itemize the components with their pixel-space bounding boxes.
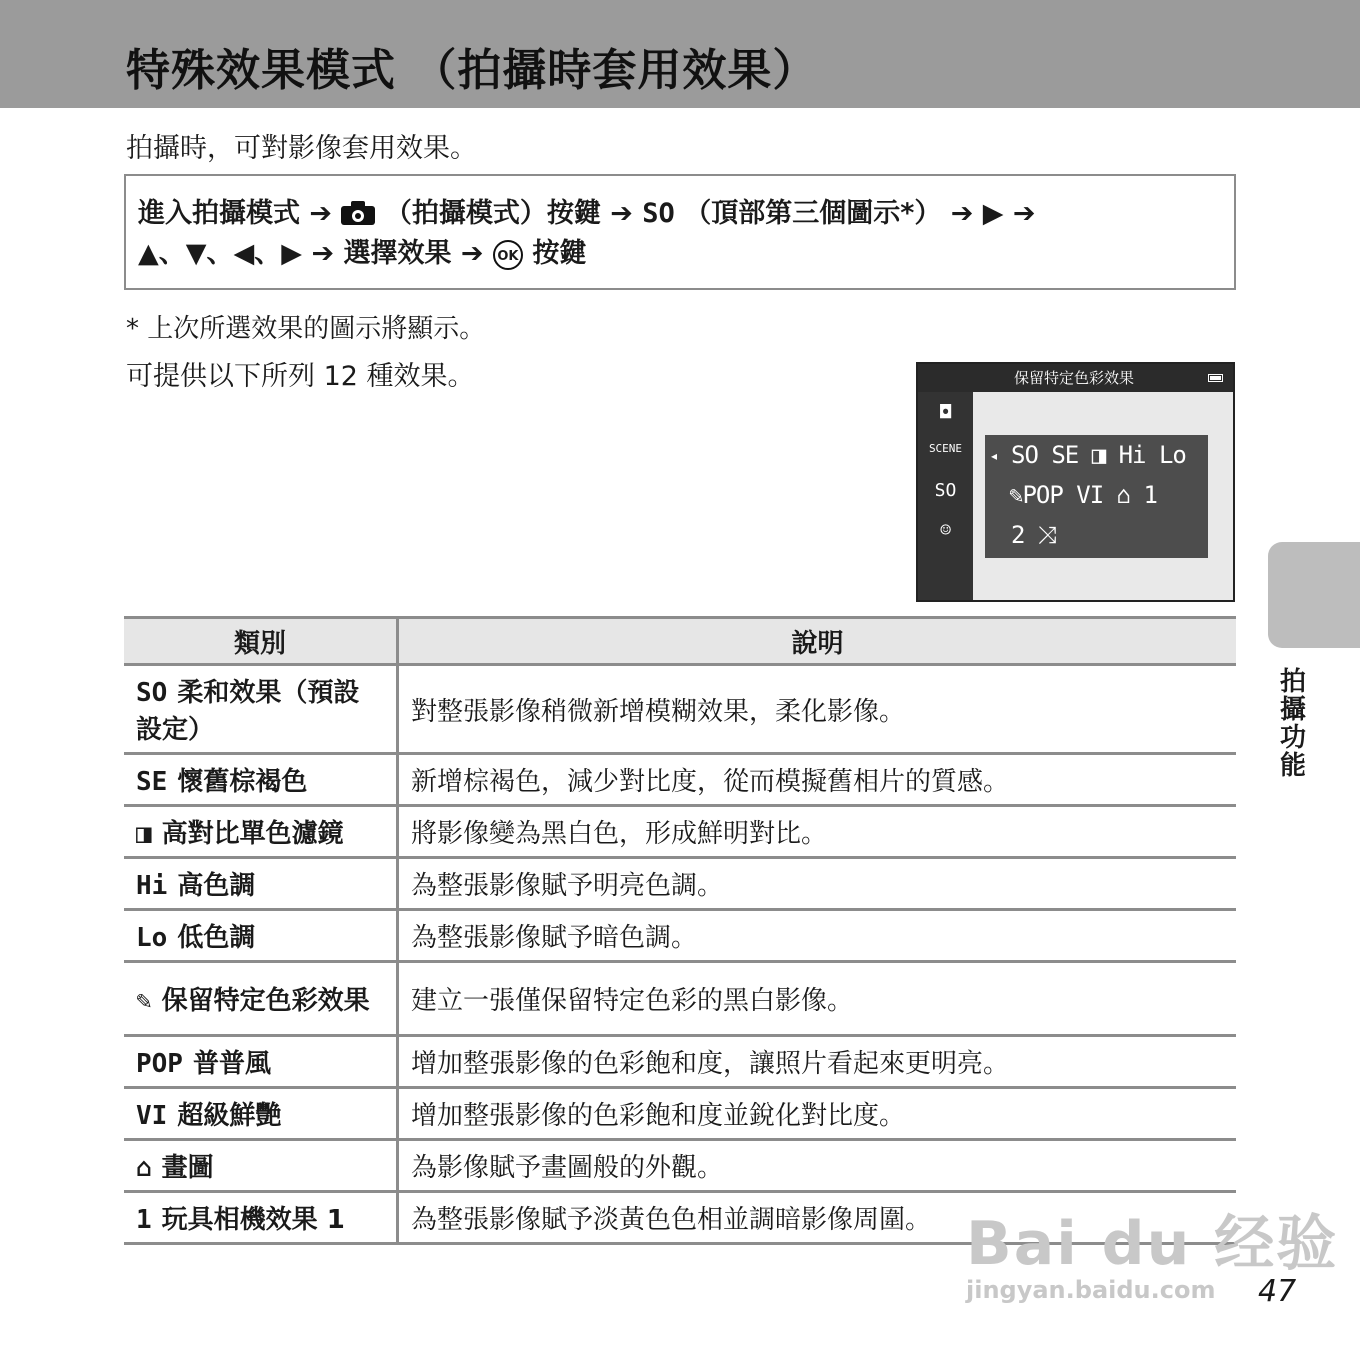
description-cell: 為整張影像賦予淡黃色色相並調暗影像周圍。 [398, 1192, 1237, 1244]
effect-code: ◨ [136, 819, 152, 849]
table-row [124, 1140, 1236, 1192]
header-description: 說明 [398, 618, 1237, 665]
category-cell [124, 806, 398, 858]
category-cell [124, 665, 398, 754]
popup-row-1: SO SE ◨ Hi Lo [1011, 441, 1186, 469]
toy-camera-icon: 1 [136, 1205, 152, 1235]
popup-row-3: 2 ⤨ [1011, 521, 1057, 549]
nav-step-button: （拍攝模式）按鍵 ➔ [384, 198, 633, 229]
effect-name: 畫圖 [161, 1153, 214, 1183]
camera-screen-title: 保留特定色彩效果 [1014, 369, 1135, 387]
effect-name: 玩具相機效果 1 [161, 1205, 345, 1235]
effect-code: VI [136, 1101, 168, 1131]
effect-name: 柔和效果（預設設定） [136, 678, 360, 745]
effect-name: 超級鮮艷 [177, 1101, 282, 1131]
chapter-side-label: 拍攝功能 [1279, 667, 1306, 781]
effect-code: Lo [136, 923, 168, 953]
left-arrow-icon: ◂ [991, 449, 998, 463]
battery-icon [1208, 374, 1223, 382]
effect-name: 保留特定色彩效果 [161, 986, 370, 1016]
side-so-icon: SO [934, 480, 957, 501]
side-scene-icon: SCENE [928, 442, 963, 455]
nav-step-third-icon: （頂部第三個圖示*） ➔ ▶ ➔ [684, 198, 1036, 229]
description-cell: 增加整張影像的色彩飽和度並銳化對比度。 [398, 1088, 1237, 1140]
table-header-row [124, 618, 1236, 665]
effect-code: Hi [136, 871, 168, 901]
effects-table [124, 616, 1236, 1245]
page-number: 47 [1258, 1274, 1297, 1309]
footnote: * 上次所選效果的圖示將顯示。 [126, 314, 486, 344]
table-row [124, 858, 1236, 910]
navigation-instructions [124, 174, 1236, 290]
intro-text: 拍攝時，可對影像套用效果。 [126, 133, 477, 164]
table-row [124, 962, 1236, 1036]
camera-screen-titlebar [918, 364, 1233, 392]
table-row [124, 806, 1236, 858]
camera-side-menu [918, 392, 973, 600]
description-cell: 對整張影像稍微新增模糊效果，柔化影像。 [398, 665, 1237, 754]
popup-row-2: ✎POP VI ⌂ 1 [1009, 481, 1157, 509]
nav-step-enter: 進入拍攝模式 ➔ [138, 198, 333, 229]
ok-button-icon: OK [493, 240, 523, 270]
painting-icon: ⌂ [136, 1153, 152, 1183]
effect-name: 高對比單色濾鏡 [161, 819, 344, 849]
nav-step-ok: 按鍵 [532, 238, 587, 269]
side-camera-icon: ◘ [940, 402, 951, 423]
effects-popup [985, 435, 1208, 558]
category-cell [124, 910, 398, 962]
description-cell: 將影像變為黑白色，形成鮮明對比。 [398, 806, 1237, 858]
effect-name: 高色調 [177, 871, 256, 901]
chapter-side-tab [1268, 542, 1360, 648]
side-smile-icon: ☺ [940, 520, 951, 541]
effect-name: 低色調 [177, 923, 256, 953]
category-cell [124, 1088, 398, 1140]
so-icon: SO [642, 198, 675, 229]
nav-line-2 [138, 234, 1222, 274]
camera-screen-preview [916, 362, 1235, 602]
table-row [124, 910, 1236, 962]
header-category: 類別 [124, 618, 398, 665]
table-row [124, 665, 1236, 754]
effect-name: 普普風 [192, 1049, 271, 1079]
effect-name: 懷舊棕褐色 [177, 767, 308, 797]
nav-step-select: ▲、▼、◀、▶ ➔ 選擇效果 ➔ [138, 238, 484, 269]
category-cell [124, 1192, 398, 1244]
eyedropper-icon: ✎ [136, 986, 152, 1016]
category-cell [124, 858, 398, 910]
effect-code: SE [136, 767, 168, 797]
page-title: 特殊效果模式 （拍攝時套用效果） [126, 45, 818, 96]
description-cell: 增加整張影像的色彩飽和度，讓照片看起來更明亮。 [398, 1036, 1237, 1088]
description-cell: 為整張影像賦予暗色調。 [398, 910, 1237, 962]
description-cell: 為影像賦予畫圖般的外觀。 [398, 1140, 1237, 1192]
camera-icon [341, 201, 375, 225]
effect-code: SO [136, 678, 168, 708]
category-cell [124, 962, 398, 1036]
category-cell [124, 1036, 398, 1088]
watermark-main: Bai du 经验 [966, 1209, 1339, 1279]
category-cell [124, 1140, 398, 1192]
description-cell: 為整張影像賦予明亮色調。 [398, 858, 1237, 910]
table-row [124, 1088, 1236, 1140]
description-cell: 新增棕褐色，減少對比度，從而模擬舊相片的質感。 [398, 754, 1237, 806]
table-row [124, 1036, 1236, 1088]
category-cell [124, 754, 398, 806]
table-row [124, 754, 1236, 806]
camera-main-area [973, 392, 1233, 600]
effect-code: POP [136, 1049, 183, 1079]
effects-count-text: 可提供以下所列 12 種效果。 [126, 361, 475, 392]
watermark-url: jingyan.baidu.com [966, 1276, 1216, 1304]
nav-line-1 [138, 194, 1222, 234]
description-cell: 建立一張僅保留特定色彩的黑白影像。 [398, 962, 1237, 1036]
